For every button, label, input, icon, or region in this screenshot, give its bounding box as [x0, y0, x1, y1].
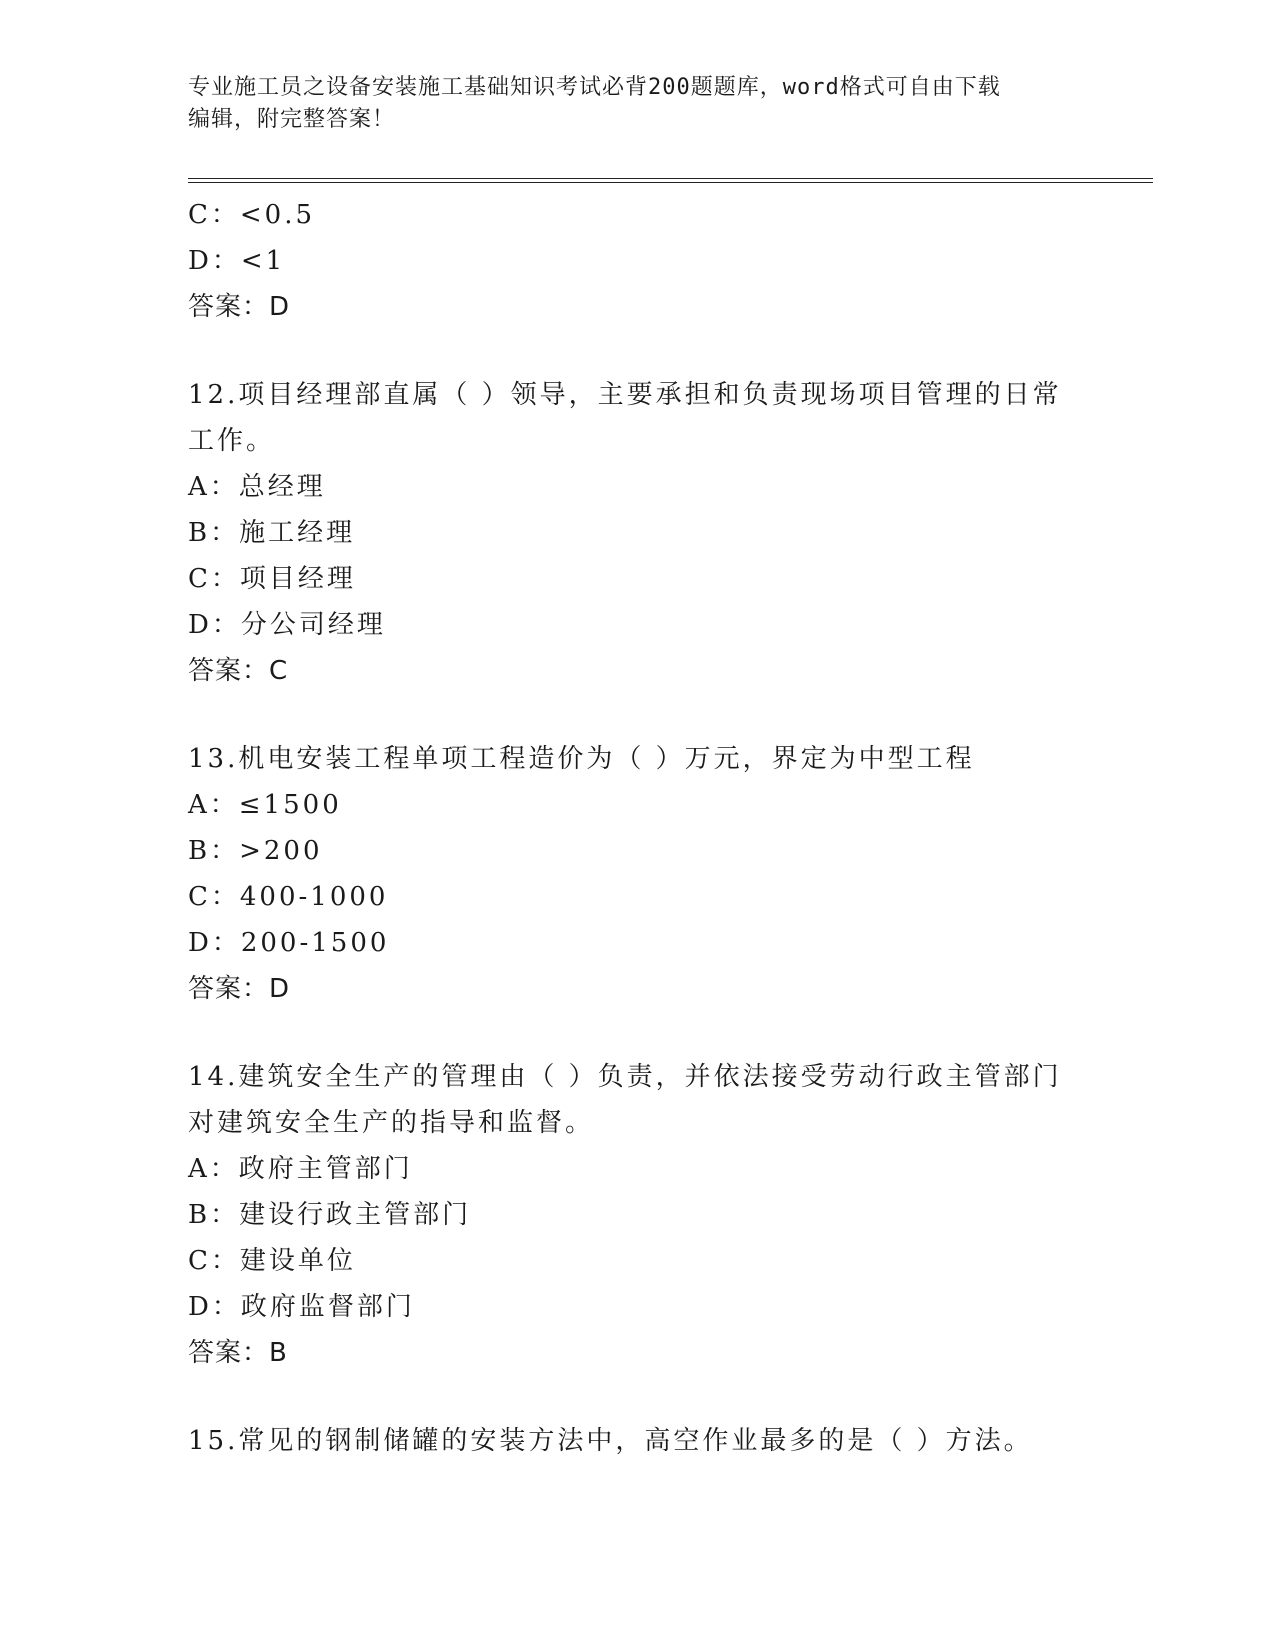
option-c: C：项目经理 — [188, 564, 356, 594]
question-stem: 对建筑安全生产的指导和监督。 — [188, 1108, 595, 1138]
header-title-line1: 专业施工员之设备安装施工基础知识考试必背200题题库，word格式可自由下载 — [188, 75, 1001, 100]
option-c: C：400-1000 — [188, 882, 389, 912]
option-d: D：<1 — [188, 246, 286, 276]
question-12 — [188, 372, 1088, 694]
option-b: B：建设行政主管部门 — [188, 1200, 472, 1230]
question-list — [188, 192, 1088, 1464]
option-d: D：200-1500 — [188, 928, 390, 958]
option-c: C：<0.5 — [188, 200, 316, 230]
header-title-line2: 编辑，附完整答案！ — [188, 107, 396, 132]
answer-text: 答案：D — [188, 292, 291, 322]
question-14 — [188, 1054, 1088, 1376]
question-stem: 15.常见的钢制储罐的安装方法中，高空作业最多的是（ ）方法。 — [188, 1426, 1033, 1456]
option-b: B：施工经理 — [188, 518, 356, 548]
question-stem: 12.项目经理部直属（ ）领导，主要承担和负责现场项目管理的日常 — [188, 380, 1062, 410]
option-d: D：政府监督部门 — [188, 1292, 415, 1322]
option-c: C：建设单位 — [188, 1246, 356, 1276]
question-15 — [188, 1418, 1088, 1464]
header-divider — [188, 178, 1153, 183]
question-13 — [188, 736, 1088, 1012]
spacer — [188, 694, 1088, 736]
option-b: B：>200 — [188, 836, 323, 866]
question-stem: 14.建筑安全生产的管理由（ ）负责，并依法接受劳动行政主管部门 — [188, 1062, 1062, 1092]
spacer — [188, 330, 1088, 372]
answer-text: 答案：D — [188, 974, 291, 1004]
answer-text: 答案：B — [188, 1338, 288, 1368]
option-a: A：政府主管部门 — [188, 1154, 413, 1184]
spacer — [188, 1012, 1088, 1054]
option-d: D：分公司经理 — [188, 610, 386, 640]
option-a: A：总经理 — [188, 472, 326, 502]
answer-text: 答案：C — [188, 656, 289, 686]
question-stem: 工作。 — [188, 426, 276, 456]
document-header — [188, 72, 1088, 136]
option-a: A：≤1500 — [188, 790, 342, 820]
question-11-tail — [188, 192, 1088, 330]
spacer — [188, 1376, 1088, 1418]
question-stem: 13.机电安装工程单项工程造价为（ ）万元，界定为中型工程 — [188, 744, 975, 774]
